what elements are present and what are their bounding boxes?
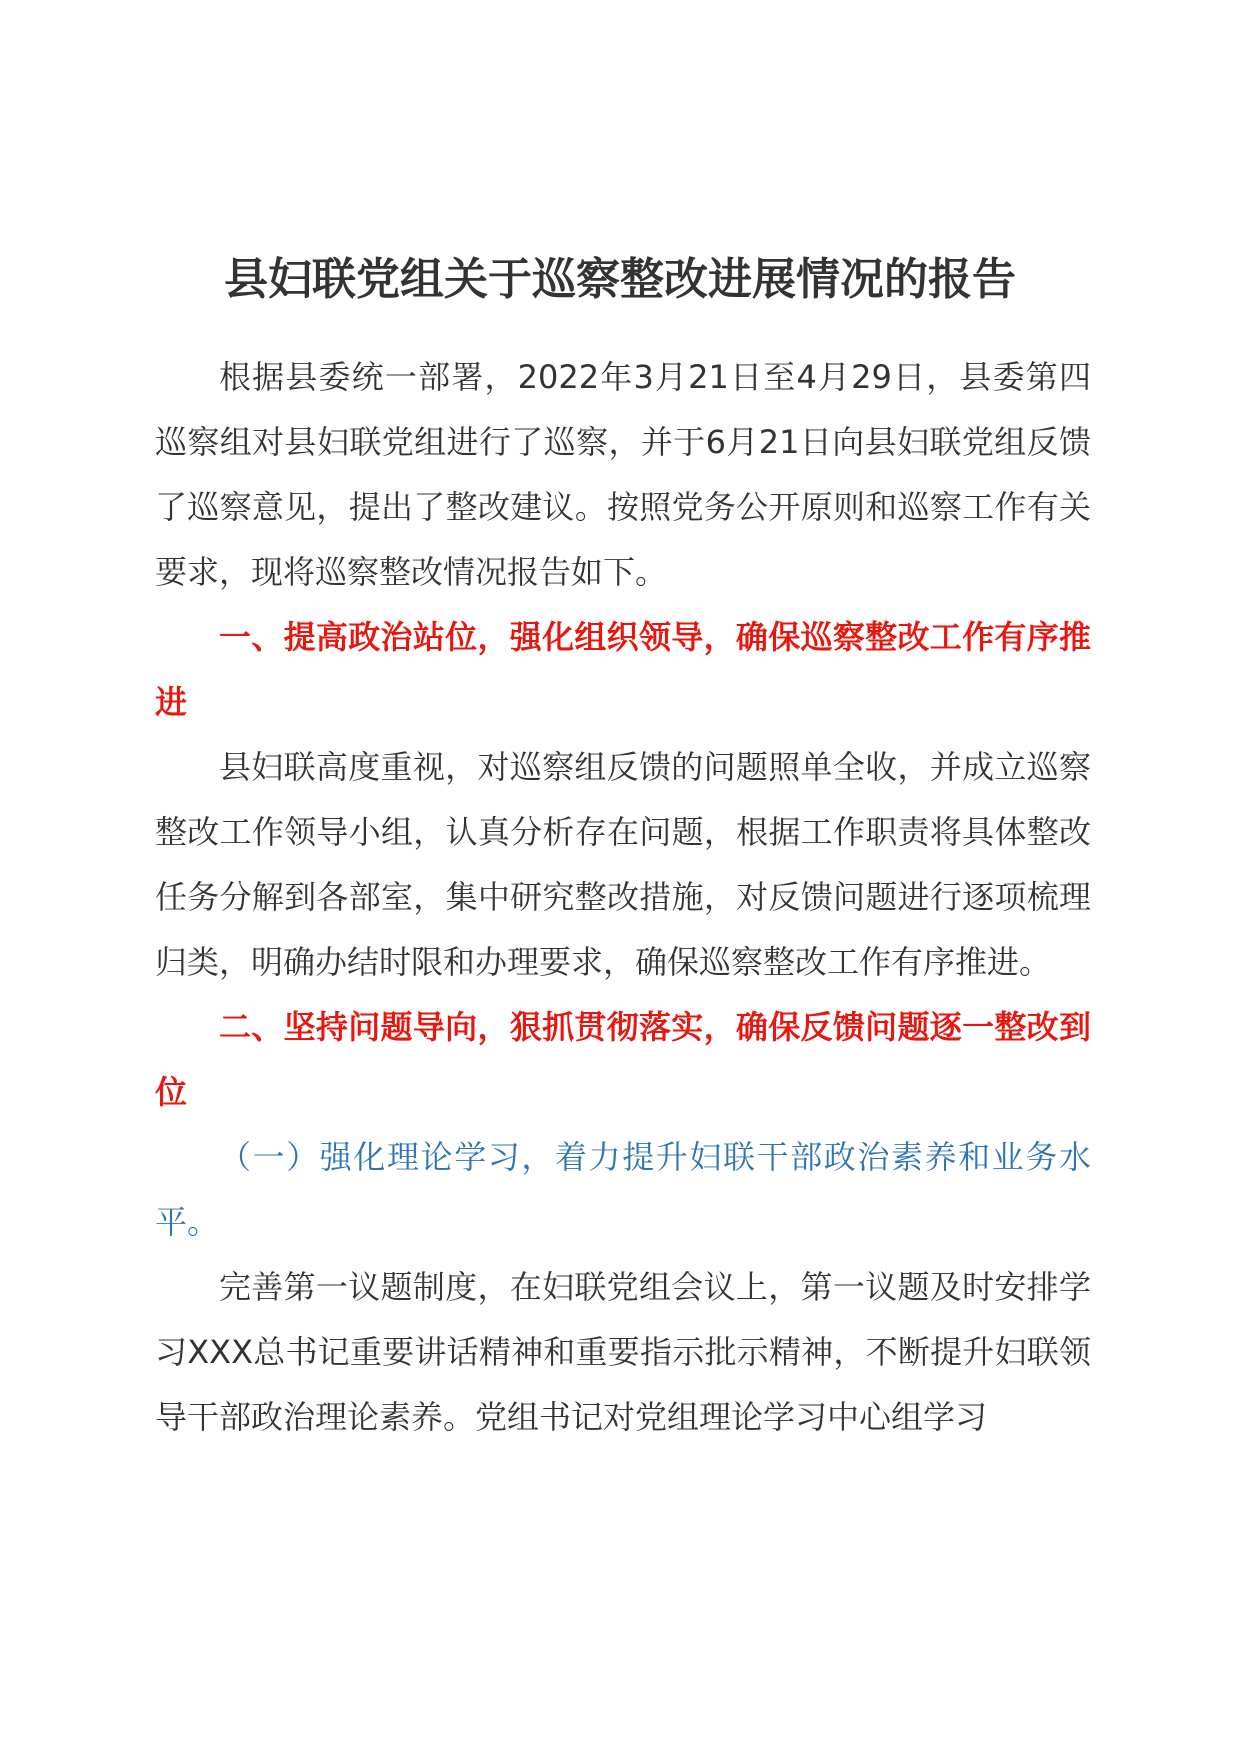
subsection-2-1-paragraph: 完善第一议题制度，在妇联党组会议上，第一议题及时安排学习XXX总书记重要讲话精神和重要指示批示精神，不断提升妇联领导干部政治理论素养。党组书记对党组理论学习中心组学习 (155, 1268, 1091, 1436)
intro-paragraph: 根据县委统一部署，2022年3月21日至4月29日，县委第四巡察组对县妇联党组进行了巡察，并于6月21日向县妇联党组反馈了巡察意见，提出了整改建议。按照党务公开原则和巡察工作有关要求，现将巡察整改情况报告如下。 (155, 358, 1091, 591)
document-body (155, 345, 1091, 1450)
section-heading-2: 二、坚持问题导向，狠抓贯彻落实，确保反馈问题逐一整改到位 (155, 1008, 1091, 1111)
section-heading-1: 一、提高政治站位，强化组织领导，确保巡察整改工作有序推进 (155, 618, 1091, 721)
document-title: 县妇联党组关于巡察整改进展情况的报告 (224, 254, 1016, 305)
subsection-heading-2-1: （一）强化理论学习，着力提升妇联干部政治素养和业务水平。 (155, 1138, 1091, 1241)
section-1-paragraph: 县妇联高度重视，对巡察组反馈的问题照单全收，并成立巡察整改工作领导小组，认真分析存在问题，根据工作职责将具体整改任务分解到各部室，集中研究整改措施，对反馈问题进行逐项梳理归类，明确办结时限和办理要求，确保巡察整改工作有序推进。 (155, 748, 1091, 981)
